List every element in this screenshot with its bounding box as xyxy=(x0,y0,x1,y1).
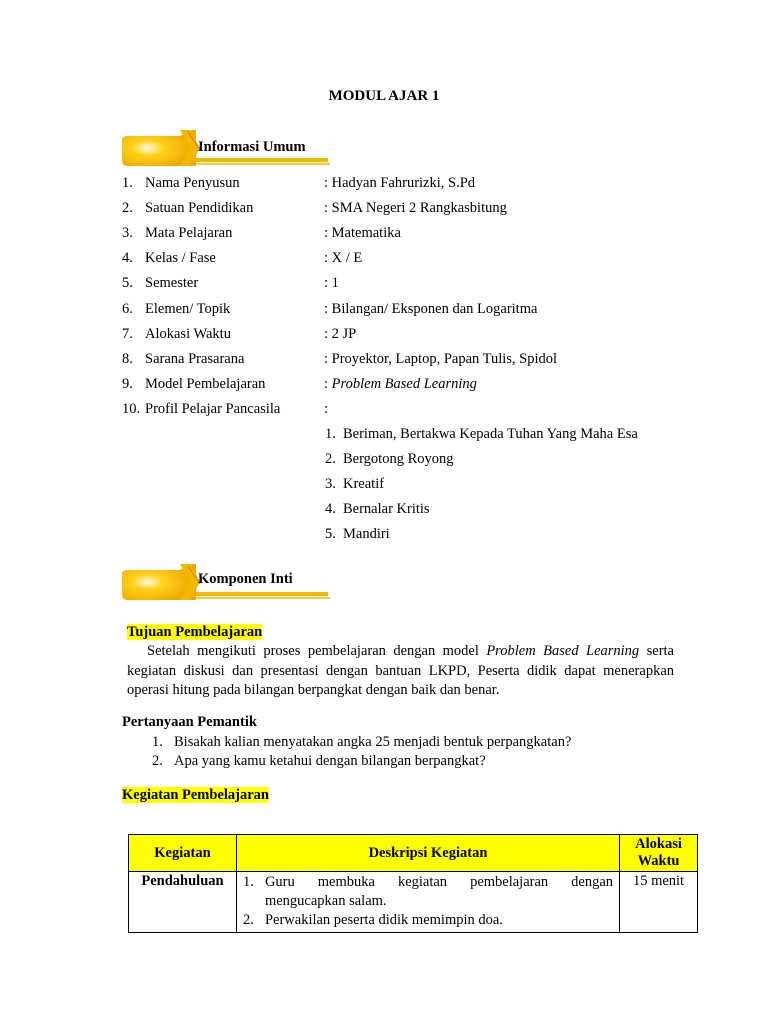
profil-item-number: 4. xyxy=(325,501,336,518)
pertanyaan-heading: Pertanyaan Pemantik xyxy=(122,714,257,730)
info-row-value: : SMA Negeri 2 Rangkasbitung xyxy=(324,200,507,217)
info-row-value: : X / E xyxy=(324,250,363,267)
profil-item-text: Beriman, Bertakwa Kepada Tuhan Yang Maha Esa xyxy=(343,426,638,442)
info-row-value: : Hadyan Fahrurizki, S.Pd xyxy=(324,175,476,191)
info-row-value xyxy=(324,374,477,394)
info-row-number: 4. xyxy=(122,250,133,267)
info-row-number: 1. xyxy=(122,175,133,191)
info-row-label: Sarana Prasarana xyxy=(145,350,245,367)
pertanyaan-item-text: Bisakah kalian menyatakan angka 25 menjadi bentuk perpangkatan? xyxy=(174,734,572,750)
info-row-value: : Bilangan/ Eksponen dan Logaritma xyxy=(324,300,538,317)
info-row-value: : xyxy=(324,400,329,417)
profil-item-number: 3. xyxy=(325,476,336,493)
info-row-number: 7. xyxy=(122,325,133,342)
info-row-label: Alokasi Waktu xyxy=(145,325,231,342)
info-row-number: 2. xyxy=(122,200,133,217)
table-row xyxy=(129,872,698,933)
deskripsi-item-number: 2. xyxy=(242,912,254,928)
pertanyaan-item-number: 2. xyxy=(152,753,163,769)
info-row-label: Satuan Pendidikan xyxy=(145,200,254,217)
info-row-value: : Matematika xyxy=(324,225,401,242)
profil-item-number: 2. xyxy=(325,451,336,468)
info-row-value-italic: Problem Based Learning xyxy=(331,375,477,392)
table-cell-alokasi: 15 menit xyxy=(620,872,698,933)
tujuan-heading: Tujuan Pembelajaran xyxy=(127,624,263,640)
deskripsi-item xyxy=(239,873,613,911)
deskripsi-item-text: Perwakilan peserta didik memimpin doa. xyxy=(264,912,503,928)
info-row-value: : 2 JP xyxy=(324,325,357,342)
deskripsi-item-text: Guru membuka kegiatan pembelajaran dengan mengucapkan salam. xyxy=(264,874,614,909)
info-row-number: 10. xyxy=(122,400,141,417)
kegiatan-heading: Kegiatan Pembelajaran xyxy=(122,787,269,803)
info-row-label: Kelas / Fase xyxy=(145,250,216,267)
info-row-label: Profil Pelajar Pancasila xyxy=(145,400,281,417)
info-row-value-prefix: : xyxy=(324,375,332,392)
table-cell-kegiatan: Pendahuluan xyxy=(129,872,237,933)
kegiatan-table xyxy=(128,834,698,933)
info-row-label: Elemen/ Topik xyxy=(145,300,231,317)
profil-item-text: Bernalar Kritis xyxy=(343,501,430,518)
info-row-number: 9. xyxy=(122,375,133,392)
info-row-number: 5. xyxy=(122,275,133,292)
info-row-number: 3. xyxy=(122,225,133,242)
table-header-kegiatan: Kegiatan xyxy=(129,835,237,872)
info-row-label: Semester xyxy=(145,275,199,292)
profil-item-text: Bergotong Royong xyxy=(343,451,454,468)
info-row-value: : 1 xyxy=(324,275,339,292)
table-cell-deskripsi xyxy=(236,872,619,933)
info-row-number: 6. xyxy=(122,300,133,317)
table-header-deskripsi: Deskripsi Kegiatan xyxy=(236,835,619,872)
page-title: MODUL AJAR 1 xyxy=(328,88,440,104)
info-row-label: Model Pembelajaran xyxy=(145,375,266,392)
section-heading-informasi-umum: Informasi Umum xyxy=(198,139,306,155)
pertanyaan-item-text: Apa yang kamu ketahui dengan bilangan berpangkat? xyxy=(174,753,486,769)
info-row-label: Nama Penyusun xyxy=(145,175,240,191)
pertanyaan-item-number: 1. xyxy=(152,734,163,750)
info-row-value: : Proyektor, Laptop, Papan Tulis, Spidol xyxy=(324,350,558,367)
profil-item-number: 1. xyxy=(325,426,336,442)
tujuan-paragraph: Setelah mengikuti proses pembelajaran dengan model Problem Based Learning serta kegiatan diskusi dan presentasi dengan bantuan LKPD, Peserta didik dapat menerapkan operasi hitung pada bilangan berpangkat dengan baik dan benar. xyxy=(127,643,674,698)
section-heading-komponen-inti: Komponen Inti xyxy=(198,571,293,587)
deskripsi-item xyxy=(239,911,613,930)
info-row-label: Mata Pelajaran xyxy=(145,225,233,242)
table-header-alokasi: Alokasi Waktu xyxy=(620,835,698,872)
profil-item-text: Kreatif xyxy=(343,476,385,493)
profil-item-number: 5. xyxy=(325,526,336,543)
profil-item-text: Mandiri xyxy=(343,526,390,543)
deskripsi-item-number: 1. xyxy=(242,874,254,890)
info-row-number: 8. xyxy=(122,350,133,367)
